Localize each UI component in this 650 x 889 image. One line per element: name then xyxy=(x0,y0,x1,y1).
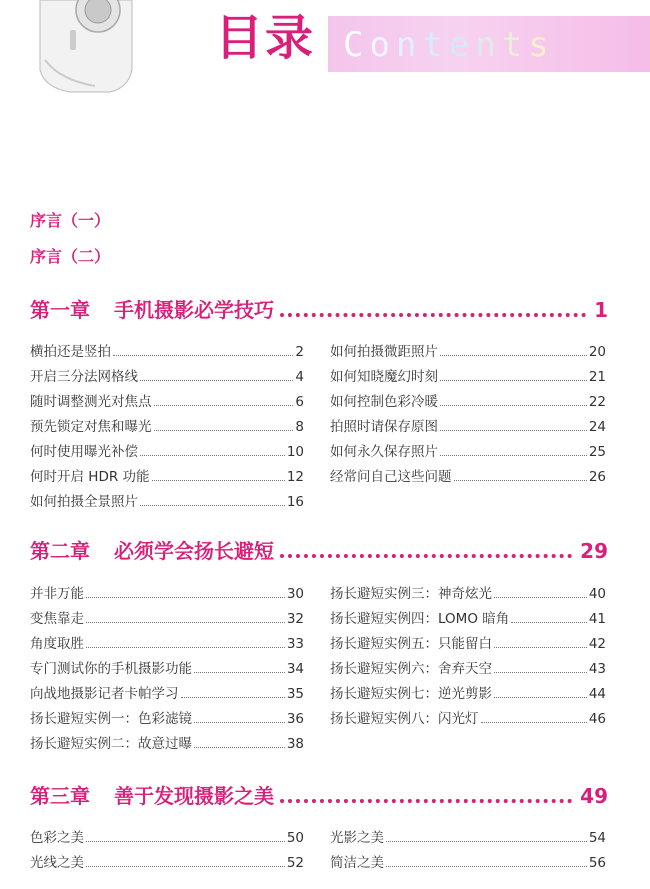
toc-entry[interactable] xyxy=(330,851,606,873)
chapter-title: 善于发现摄影之美 xyxy=(114,784,274,808)
entry-page: 34 xyxy=(286,661,304,677)
leader-dots xyxy=(386,841,587,842)
leader-dots xyxy=(194,672,285,673)
leader-dots xyxy=(440,380,587,381)
entry-title: 横拍还是竖拍 xyxy=(30,344,111,360)
toc-entry[interactable] xyxy=(30,632,304,654)
toc-entry[interactable] xyxy=(330,340,606,362)
entry-page: 26 xyxy=(588,469,606,485)
entry-title: 扬长避短实例二：故意过曝 xyxy=(30,736,192,752)
entry-title: 扬长避短实例三：神奇炫光 xyxy=(330,586,492,602)
leader-dots xyxy=(440,405,587,406)
toc-entry[interactable] xyxy=(30,340,304,362)
toc-entry[interactable] xyxy=(330,826,606,848)
leader-dots xyxy=(86,866,285,867)
toc-entry[interactable] xyxy=(330,657,606,679)
chapter-number: 第一章 xyxy=(30,298,90,322)
leader-dots xyxy=(280,799,572,803)
toc-entry[interactable] xyxy=(30,851,304,873)
chapter-number: 第二章 xyxy=(30,539,90,563)
leader-dots xyxy=(494,672,587,673)
leader-dots xyxy=(494,697,587,698)
leader-dots xyxy=(86,622,285,623)
entry-title: 扬长避短实例七：逆光剪影 xyxy=(330,686,492,702)
chapter-number: 第三章 xyxy=(30,784,90,808)
entry-title: 扬长避短实例六：舍弃天空 xyxy=(330,661,492,677)
chapter-page: 1 xyxy=(594,298,608,322)
toc-entry[interactable] xyxy=(330,632,606,654)
entry-title: 如何永久保存照片 xyxy=(330,444,438,460)
entry-title: 开启三分法网格线 xyxy=(30,369,138,385)
entry-page: 2 xyxy=(295,344,304,360)
entry-page: 8 xyxy=(295,419,304,435)
entry-page: 12 xyxy=(286,469,304,485)
entry-title: 拍照时请保存原图 xyxy=(330,419,438,435)
entry-page: 44 xyxy=(588,686,606,702)
toc-entry[interactable] xyxy=(330,465,606,487)
entry-page: 54 xyxy=(588,830,606,846)
entry-page: 20 xyxy=(588,344,606,360)
entry-title: 向战地摄影记者卡帕学习 xyxy=(30,686,179,702)
leader-dots xyxy=(454,480,587,481)
leader-dots xyxy=(494,597,587,598)
toc-entry[interactable] xyxy=(330,707,606,729)
entry-title: 专门测试你的手机摄影功能 xyxy=(30,661,192,677)
leader-dots xyxy=(181,697,285,698)
entry-page: 21 xyxy=(588,369,606,385)
entry-title: 扬长避短实例八：闪光灯 xyxy=(330,711,479,727)
leader-dots xyxy=(440,430,587,431)
entry-page: 33 xyxy=(286,636,304,652)
toc-entry[interactable] xyxy=(30,657,304,679)
entry-title: 经常问自己这些问题 xyxy=(330,469,452,485)
entry-title: 如何拍摄微距照片 xyxy=(330,344,438,360)
entry-title: 光线之美 xyxy=(30,855,84,871)
toc-entry[interactable] xyxy=(330,415,606,437)
entry-page: 50 xyxy=(286,830,304,846)
entry-title: 并非万能 xyxy=(30,586,84,602)
leader-dots xyxy=(86,597,285,598)
leader-dots xyxy=(280,554,572,558)
entry-title: 如何知晓魔幻时刻 xyxy=(330,369,438,385)
leader-dots xyxy=(440,355,587,356)
entry-page: 6 xyxy=(295,394,304,410)
leader-dots xyxy=(140,455,285,456)
leader-dots xyxy=(152,480,285,481)
entry-title: 预先锁定对焦和曝光 xyxy=(30,419,152,435)
entry-page: 38 xyxy=(286,736,304,752)
toc-entry[interactable] xyxy=(30,732,304,754)
entry-title: 扬长避短实例一：色彩滤镜 xyxy=(30,711,192,727)
entry-page: 35 xyxy=(286,686,304,702)
entry-page: 30 xyxy=(286,586,304,602)
entry-page: 42 xyxy=(588,636,606,652)
toc-entry[interactable] xyxy=(30,415,304,437)
entry-page: 22 xyxy=(588,394,606,410)
entry-title: 如何拍摄全景照片 xyxy=(30,494,138,510)
leader-dots xyxy=(140,505,285,506)
entry-page: 40 xyxy=(588,586,606,602)
entry-page: 16 xyxy=(286,494,304,510)
entry-page: 46 xyxy=(588,711,606,727)
leader-dots xyxy=(481,722,587,723)
leader-dots xyxy=(280,313,586,317)
entry-title: 扬长避短实例四：LOMO 暗角 xyxy=(330,611,510,627)
entry-title: 光影之美 xyxy=(330,830,384,846)
entry-title: 如何控制色彩冷暖 xyxy=(330,394,438,410)
chapter-3-heading[interactable] xyxy=(30,780,608,810)
toc-entry[interactable] xyxy=(30,365,304,387)
entry-page: 41 xyxy=(588,611,606,627)
chapter-title: 必须学会扬长避短 xyxy=(114,539,274,563)
toc-entry[interactable] xyxy=(30,390,304,412)
leader-dots xyxy=(154,430,294,431)
toc-entry[interactable] xyxy=(30,682,304,704)
entry-title: 色彩之美 xyxy=(30,830,84,846)
chapter-page: 49 xyxy=(580,784,608,808)
preface-2-link[interactable]: 序言（二） xyxy=(30,247,111,266)
toc-entry[interactable] xyxy=(330,682,606,704)
page-title: 目录 xyxy=(215,10,316,66)
entry-page: 32 xyxy=(286,611,304,627)
entry-title: 角度取胜 xyxy=(30,636,84,652)
entry-page: 10 xyxy=(286,444,304,460)
toc-entry[interactable] xyxy=(30,826,304,848)
toc-entry[interactable] xyxy=(30,582,304,604)
entry-page: 36 xyxy=(286,711,304,727)
toc-entry[interactable] xyxy=(330,365,606,387)
camera-illustration xyxy=(0,0,150,95)
entry-title: 简洁之美 xyxy=(330,855,384,871)
preface-1-link[interactable]: 序言（一） xyxy=(30,211,111,230)
entry-page: 25 xyxy=(588,444,606,460)
toc-entry[interactable] xyxy=(330,582,606,604)
entry-page: 43 xyxy=(588,661,606,677)
toc-entry[interactable] xyxy=(30,607,304,629)
chapter-1-heading[interactable] xyxy=(30,294,608,324)
leader-dots xyxy=(86,647,285,648)
leader-dots xyxy=(494,647,587,648)
entry-page: 4 xyxy=(295,369,304,385)
entry-page: 52 xyxy=(286,855,304,871)
page-subtitle: Contents xyxy=(343,20,555,70)
entry-title: 变焦靠走 xyxy=(30,611,84,627)
leader-dots xyxy=(386,866,587,867)
entry-page: 56 xyxy=(588,855,606,871)
leader-dots xyxy=(440,455,587,456)
toc-entry[interactable] xyxy=(330,440,606,462)
leader-dots xyxy=(511,622,587,623)
leader-dots xyxy=(154,405,294,406)
toc-entry[interactable] xyxy=(30,440,304,462)
entry-title: 何时使用曝光补偿 xyxy=(30,444,138,460)
toc-entry[interactable] xyxy=(30,490,304,512)
leader-dots xyxy=(194,747,285,748)
entry-title: 何时开启 HDR 功能 xyxy=(30,469,150,485)
leader-dots xyxy=(113,355,293,356)
toc-entry[interactable] xyxy=(30,465,304,487)
toc-entry[interactable] xyxy=(330,390,606,412)
toc-entry[interactable] xyxy=(330,607,606,629)
entry-title: 随时调整测光对焦点 xyxy=(30,394,152,410)
leader-dots xyxy=(194,722,285,723)
chapter-2-heading[interactable] xyxy=(30,535,608,565)
chapter-page: 29 xyxy=(580,539,608,563)
toc-entry[interactable] xyxy=(30,707,304,729)
leader-dots xyxy=(140,380,293,381)
leader-dots xyxy=(86,841,285,842)
chapter-title: 手机摄影必学技巧 xyxy=(114,298,274,322)
entry-page: 24 xyxy=(588,419,606,435)
entry-title: 扬长避短实例五：只能留白 xyxy=(330,636,492,652)
